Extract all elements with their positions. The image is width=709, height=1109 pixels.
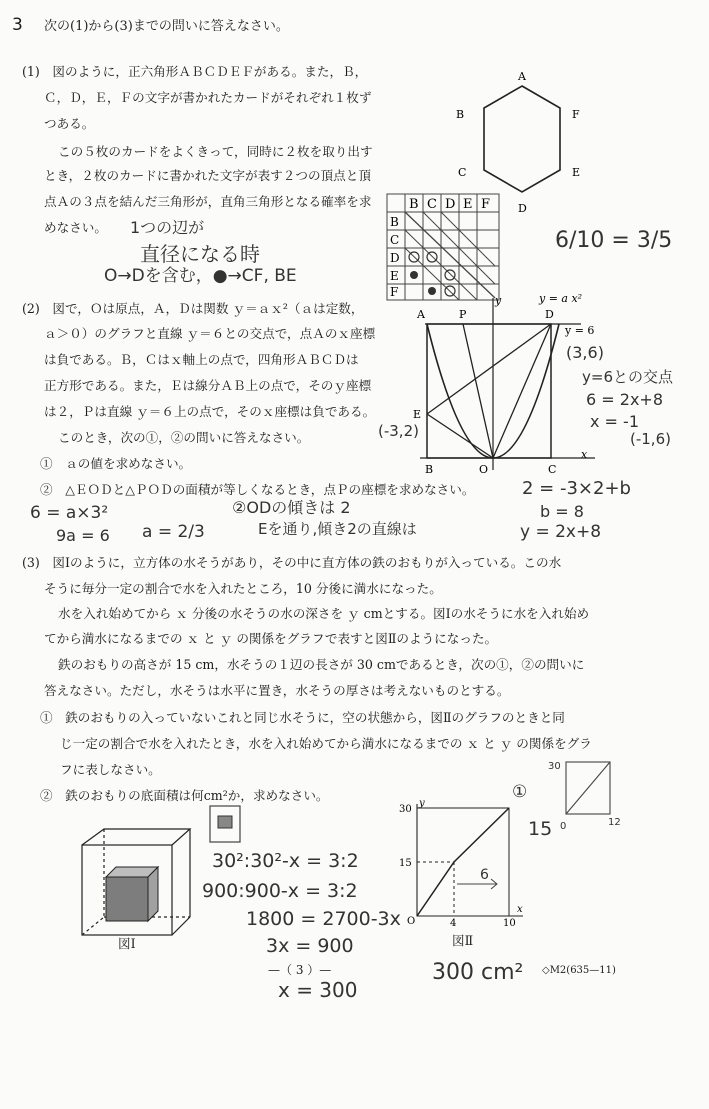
hex-label-c: C bbox=[458, 166, 467, 179]
hw-answer-graph-30: 30 bbox=[548, 761, 561, 772]
table-col-f: F bbox=[481, 197, 491, 212]
hex-label-d: D bbox=[518, 202, 527, 215]
hw-small-box bbox=[208, 804, 242, 844]
graph-label-a: A bbox=[417, 308, 425, 321]
question-header: 次の(1)から(3)までの問いに答えなさい。 bbox=[44, 19, 289, 34]
graph2-y15: 15 bbox=[399, 858, 412, 869]
graph-label-c: C bbox=[548, 463, 557, 476]
q3-line: フに表しなさい。 bbox=[60, 762, 161, 777]
table-row-f: F bbox=[390, 285, 399, 299]
hw-q3-15: 15 bbox=[528, 818, 553, 840]
table-col-e: E bbox=[463, 197, 473, 212]
graph-label-x: x bbox=[581, 448, 588, 461]
hw-q1-note2: 直径になる時 bbox=[140, 242, 260, 266]
hw-q2-eq2: b = 8 bbox=[540, 502, 584, 521]
graph-label-d: D bbox=[545, 308, 554, 321]
hw-q1-answer: 6/10 = 3/5 bbox=[555, 228, 673, 253]
hw-q2-coords3: (-3,2) bbox=[378, 422, 419, 440]
hw-answer-graph-12: 12 bbox=[608, 817, 621, 828]
q2-line: このとき，次の①，②の問いに答えなさい。 bbox=[58, 430, 310, 445]
q3-line: ① 鉄のおもりの入っていないこれと同じ水そうに，空の状態から，図Ⅱのグラフのときと同 bbox=[40, 710, 565, 725]
table-col-b: B bbox=[409, 197, 419, 212]
graph-label-y6: y = 6 bbox=[565, 324, 595, 337]
hw-q2-sub2-b: Eを通り,傾き2の直線は bbox=[258, 520, 417, 538]
q2-line: は負である。Ｂ，Ｃはｘ軸上の点で，四角形ＡＢＣＤは bbox=[44, 352, 359, 367]
parabola-graph bbox=[405, 290, 605, 480]
hw-q3-work2: 900:900-x = 3:2 bbox=[202, 880, 358, 902]
table-col-c: C bbox=[427, 197, 437, 212]
q1-line: Ｃ，Ｄ，Ｅ，Ｆの文字が書かれたカードがそれぞれ１枚ず bbox=[44, 90, 372, 105]
figure-1-tank bbox=[78, 825, 198, 940]
graph2-x10: 10 bbox=[503, 918, 516, 928]
hw-q2-note1: y=6との交点 bbox=[582, 368, 673, 386]
graph2-x: x bbox=[517, 904, 523, 915]
q3-line: 答えなさい。ただし，水そうは水平に置き，水そうの厚さは考えないものとする。 bbox=[44, 683, 510, 698]
hw-q1-note1: 1つの辺が bbox=[130, 218, 205, 237]
hw-answer-graph-0: 0 bbox=[560, 821, 567, 832]
hw-q3-circ1: ① bbox=[512, 782, 528, 802]
hw-q3-arrow6: 6 bbox=[480, 867, 489, 883]
q1-line: とき，２枚のカードに書かれた文字が表す２つの頂点と頂 bbox=[44, 168, 371, 183]
q3-line: てから満水になるまでの ｘ と ｙ の関係をグラフで表すと図Ⅱのようになった。 bbox=[44, 631, 498, 646]
q3-line: そうに毎分一定の割合で水を入れたところ，10 分後に満水になった。 bbox=[44, 581, 442, 596]
q2-sub1: ① ａの値を求めなさい。 bbox=[40, 456, 192, 471]
q2-sub2: ② △ＥＯＤと△ＰＯＤの面積が等しくなるとき，点Ｐの座標を求めなさい。 bbox=[40, 482, 475, 497]
hw-q3-work3: 1800 = 2700-3x bbox=[246, 908, 401, 930]
q3-line: (3) 図Ⅰのように，立方体の水そうがあり，その中に直方体の鉄のおもりが入っている。この水 bbox=[22, 555, 562, 570]
q3-line: 鉄のおもりの高さが 15 cm，水そうの１辺の長さが 30 cmであるとき，次の①，②の問いに bbox=[58, 657, 585, 672]
figure-1-caption: 図Ⅰ bbox=[118, 936, 136, 951]
hw-q2-coords2: (-1,6) bbox=[630, 430, 671, 448]
hw-q2-sub1-c: a = 2/3 bbox=[142, 522, 205, 542]
graph-label-o: O bbox=[479, 463, 489, 476]
hex-label-b: B bbox=[456, 108, 465, 121]
graph-label-p: P bbox=[459, 308, 467, 321]
hw-q1-note3: O→Dを含む，●→CF, BE bbox=[104, 266, 297, 286]
graph2-y30: 30 bbox=[399, 804, 412, 815]
table-row-d: D bbox=[390, 251, 400, 265]
hw-answer-graph bbox=[556, 758, 616, 822]
hex-label-a: A bbox=[518, 70, 526, 83]
q2-line: (2) 図で，Ｏは原点，Ａ，Ｄは関数 ｙ＝ａｘ²（ａは定数， bbox=[22, 301, 364, 316]
exam-code: ◇M2(635—11) bbox=[542, 965, 616, 976]
q1-line: めなさい。 bbox=[44, 220, 107, 235]
hex-label-e: E bbox=[572, 166, 581, 179]
hw-q2-eq1: 2 = -3×2+b bbox=[522, 478, 631, 499]
hw-q3-answer: 300 cm² bbox=[432, 960, 524, 985]
graph2-o: O bbox=[407, 916, 416, 927]
q2-line: ａ＞０）のグラフと直線 ｙ＝６との交点で，点Ａのｘ座標 bbox=[44, 326, 376, 341]
q1-line: この５枚のカードをよくきって，同時に２枚を取り出す bbox=[58, 144, 373, 159]
hw-q3-work5: x = 300 bbox=[278, 978, 358, 1002]
hw-q2-note3: x = -1 bbox=[590, 412, 639, 431]
hex-label-f: F bbox=[572, 108, 580, 121]
page-number: —（ 3 ）— bbox=[268, 963, 332, 977]
q1-line: 点Ａの３点を結んだ三角形が，直角三角形となる確率を求 bbox=[44, 194, 372, 209]
table-row-b: B bbox=[390, 215, 399, 229]
graph-label-e: E bbox=[413, 408, 422, 421]
figure-2-caption: 図Ⅱ bbox=[452, 933, 474, 948]
hw-q2-coords1: (3,6) bbox=[566, 343, 604, 362]
q2-line: は２，Ｐは直線 ｙ＝６上の点で，そのｘ座標は負である。 bbox=[44, 404, 376, 419]
figure-2-graph bbox=[395, 800, 530, 928]
graph-label-y: y bbox=[495, 294, 502, 307]
hw-q3-work1: 30²:30²-x = 3:2 bbox=[212, 850, 359, 872]
question-number: 3 bbox=[12, 15, 23, 35]
graph2-x4: 4 bbox=[450, 918, 457, 928]
graph-label-b: B bbox=[425, 463, 434, 476]
q3-line: 水を入れ始めてから ｘ 分後の水そうの水の深さを ｙ cmとする。図Ⅰの水そうに水を入れ始め bbox=[58, 606, 590, 621]
graph-label-func: y = a x² bbox=[539, 292, 583, 305]
hw-q2-note2: 6 = 2x+8 bbox=[586, 390, 663, 409]
hw-q2-eq3: y = 2x+8 bbox=[520, 522, 602, 542]
q3-line: じ一定の割合で水を入れたとき，水を入れ始めてから満水になるまでの ｘ と ｙ の関係をグラ bbox=[60, 736, 592, 751]
q1-line: (1) 図のように，正六角形ＡＢＣＤＥＦがある。また，Ｂ， bbox=[22, 64, 368, 79]
hw-q2-sub1-b: 9a = 6 bbox=[56, 526, 110, 545]
q1-line: つある。 bbox=[44, 116, 95, 131]
table-col-d: D bbox=[445, 197, 456, 212]
table-row-c: C bbox=[390, 233, 400, 247]
combination-table bbox=[385, 192, 505, 304]
graph2-y: y bbox=[419, 800, 425, 809]
hw-q2-sub1-a: 6 = a×3² bbox=[30, 503, 109, 523]
q2-line: 正方形である。また，Ｅは線分ＡＢ上の点で，そのｙ座標 bbox=[44, 378, 372, 393]
table-row-e: E bbox=[390, 269, 399, 283]
hw-q3-work4: 3x = 900 bbox=[266, 935, 354, 957]
hw-q2-sub2-a: ②ODの傾きは 2 bbox=[232, 498, 351, 517]
q3-line: ② 鉄のおもりの底面積は何cm²か，求めなさい。 bbox=[40, 788, 329, 803]
